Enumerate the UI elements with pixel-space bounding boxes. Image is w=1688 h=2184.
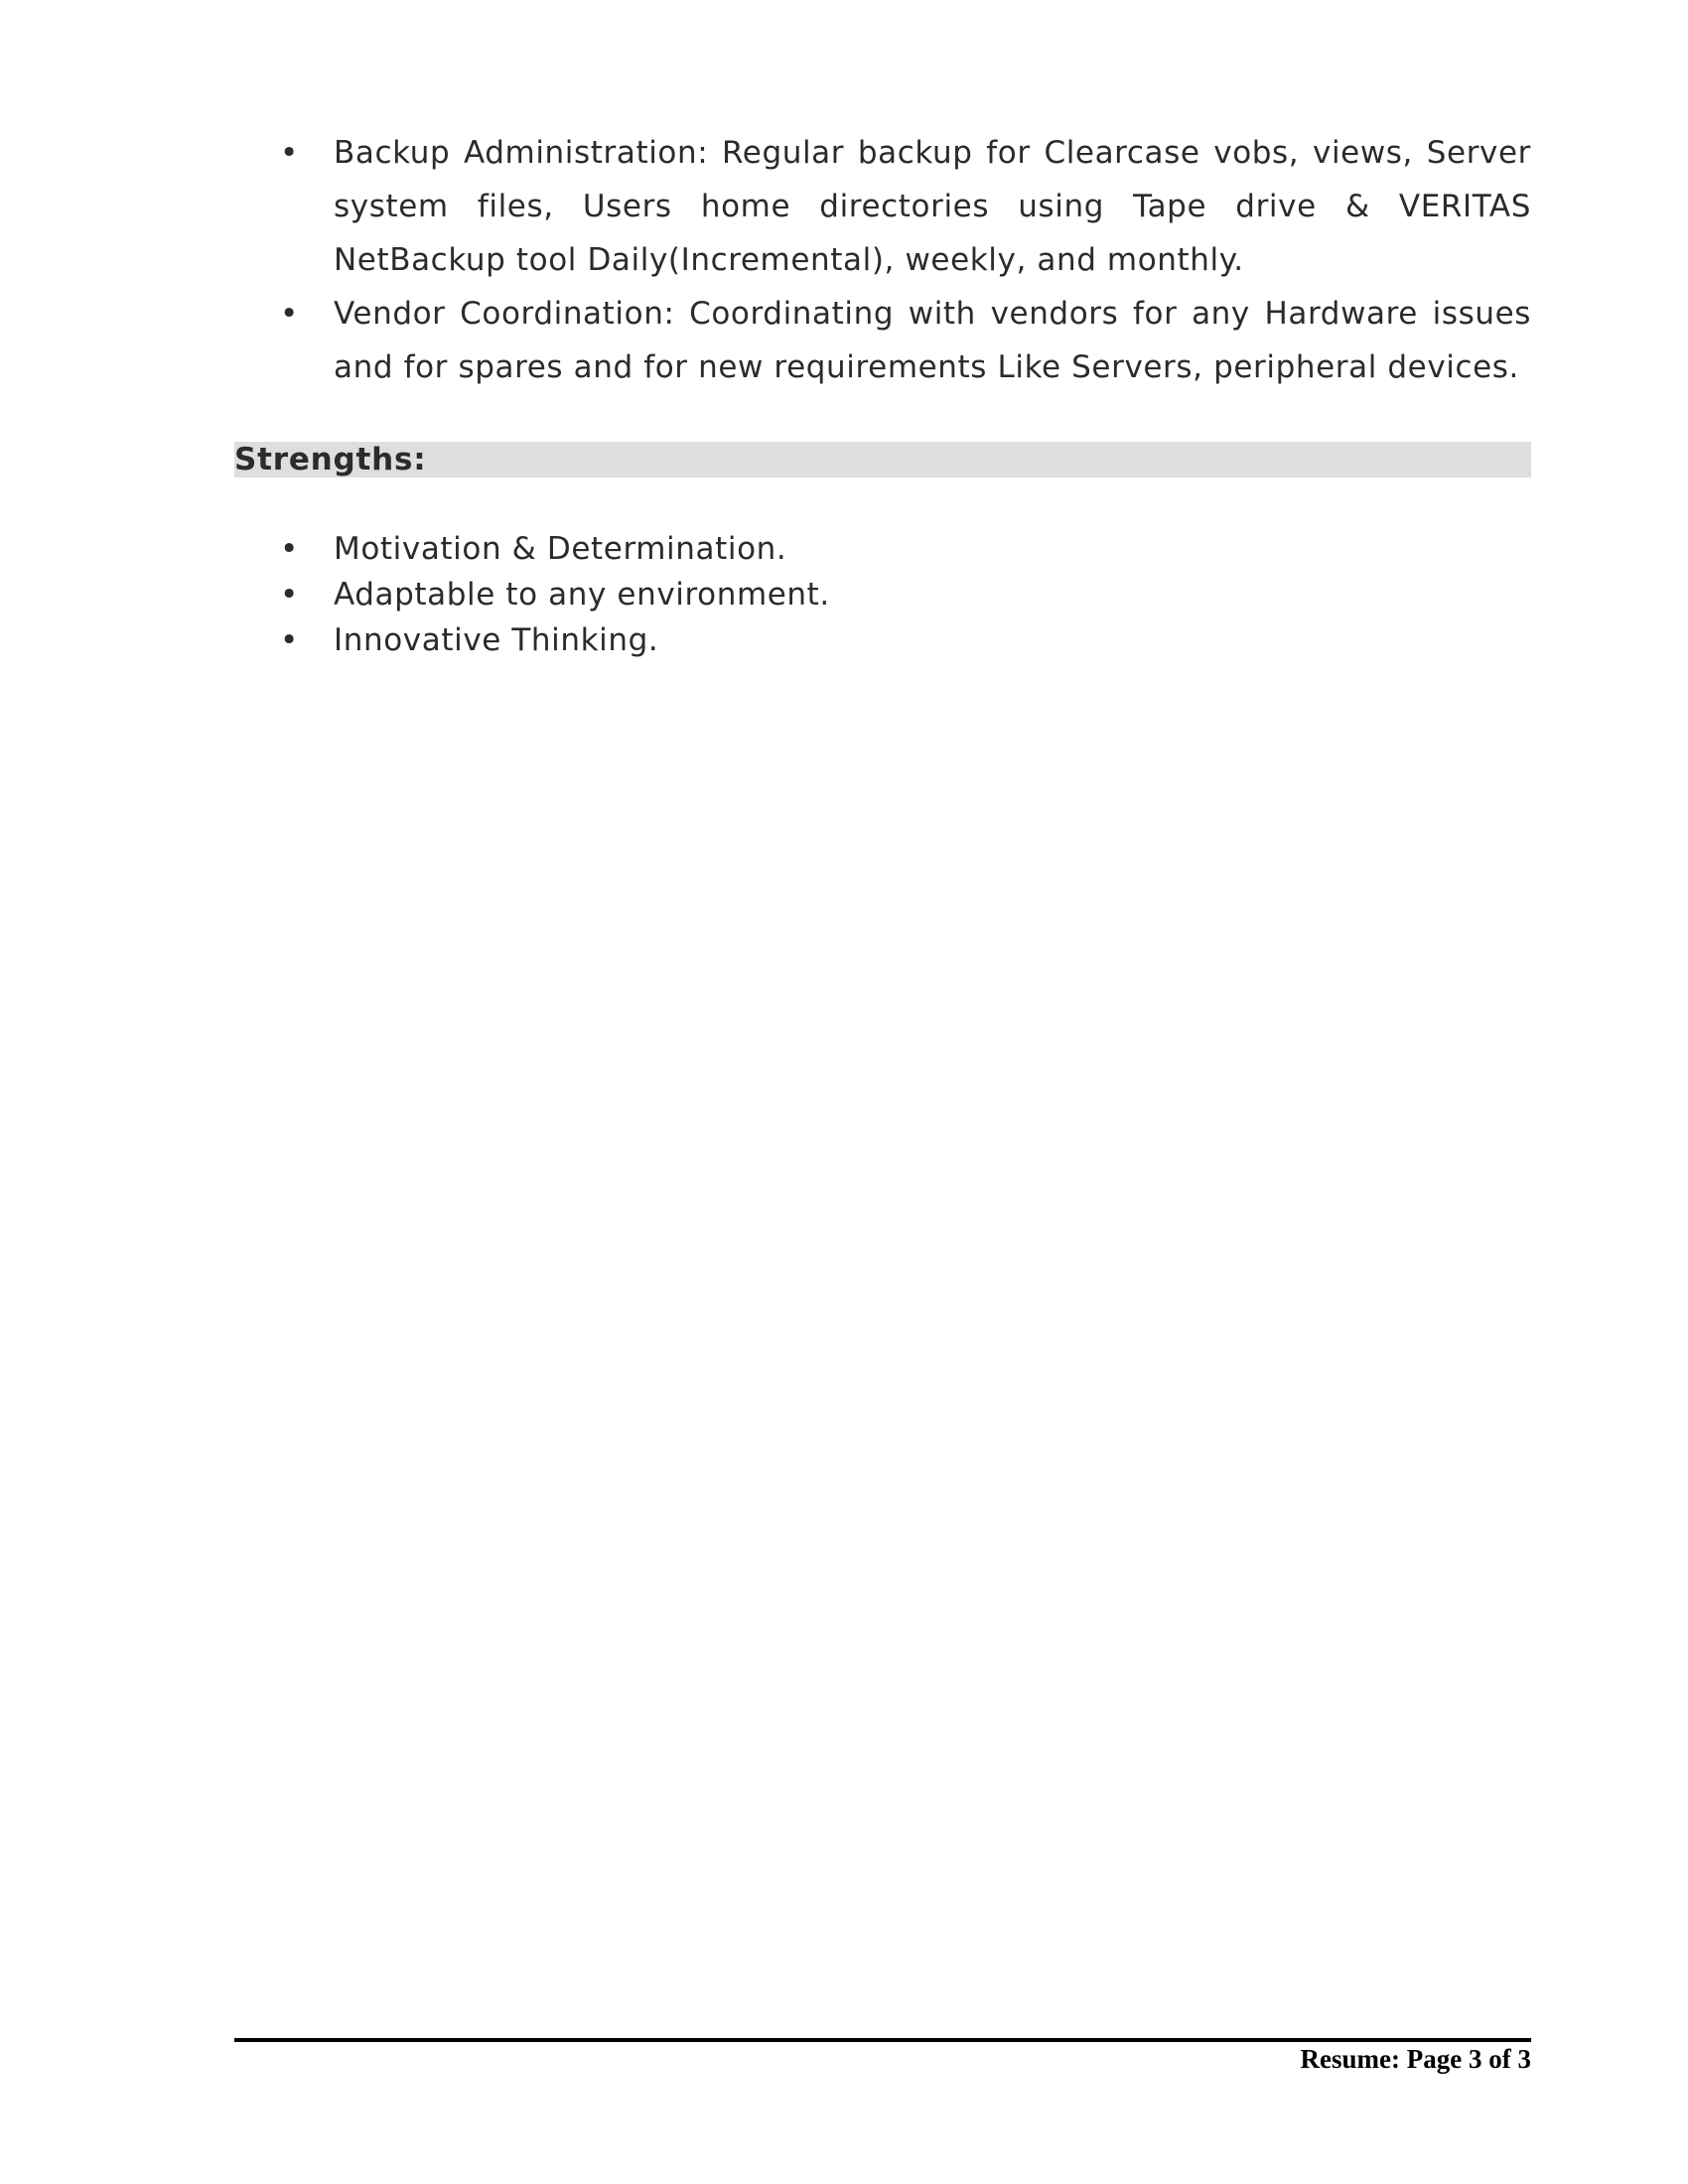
list-item-text: Innovative Thinking. xyxy=(334,622,659,658)
list-item-text: Backup Administration: Regular backup for Clearcase vobs, views, Server system files, Users home directories using Tape drive & VERITAS NetBackup tool Daily(Incremental), weekly, and monthly. xyxy=(334,135,1531,278)
list-item-text: Motivation & Determination. xyxy=(334,531,787,567)
resume-page-content xyxy=(234,126,1531,663)
bullet-icon: • xyxy=(280,622,299,658)
list-item-text: Vendor Coordination: Coordinating with vendors for any Hardware issues and for spares and for new requirements Like Servers, peripheral devices. xyxy=(334,296,1531,385)
list-item-text: Adaptable to any environment. xyxy=(334,577,830,613)
list-item xyxy=(234,287,1531,394)
bullet-icon: • xyxy=(280,135,299,171)
footer-page-label: Resume: Page 3 of 3 xyxy=(1300,2044,1531,2074)
list-item xyxy=(234,617,1531,663)
bullet-icon: • xyxy=(280,577,299,613)
bullet-icon: • xyxy=(280,296,299,332)
section-heading-strengths: Strengths: xyxy=(234,442,1531,478)
responsibilities-list xyxy=(234,126,1531,394)
list-item xyxy=(234,126,1531,287)
list-item xyxy=(234,526,1531,572)
bullet-icon: • xyxy=(280,531,299,567)
list-item xyxy=(234,572,1531,617)
strengths-list xyxy=(234,526,1531,663)
footer-divider xyxy=(234,2038,1531,2042)
